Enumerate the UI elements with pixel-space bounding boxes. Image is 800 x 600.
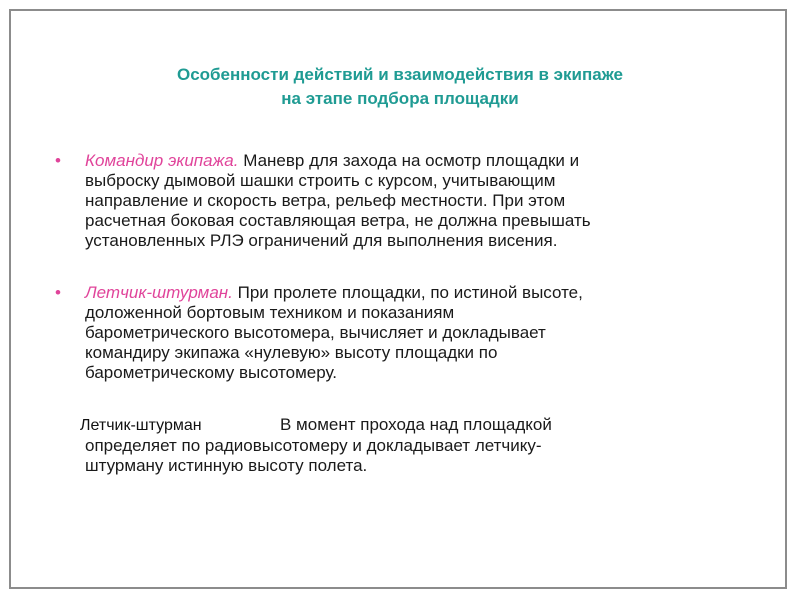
paragraph-role-label: Летчик-штурман [80, 417, 202, 434]
paragraph-text: определяет по радиовысотомеру и докладывает летчику- [85, 436, 542, 455]
paragraph-text: В момент прохода над площадкой [280, 415, 552, 434]
bullet-marker: • [55, 151, 61, 170]
bullet-text: При пролете площадки, по истиной высоте, [232, 283, 583, 302]
bullet-text: выброску дымовой шашки строить с курсом, учитывающим [85, 171, 556, 190]
slide-title-line-1: Особенности действий и взаимодействия в экипаже [176, 65, 624, 84]
paragraph-line [80, 415, 755, 436]
bullet-line [85, 151, 755, 171]
slide-title [0, 63, 800, 111]
bullet-text: командиру экипажа «нулевую» высоту площадки по [85, 343, 498, 362]
bullet-text: расчетная боковая составляющая ветра, не должна превышать [85, 211, 591, 230]
bullet-text: Маневр для захода на осмотр площадки и [238, 151, 580, 170]
role-label-navigator: Летчик-штурман. [85, 283, 233, 302]
bullet-line [85, 283, 755, 303]
bullet-commander [55, 151, 755, 251]
role-label-commander: Командир экипажа. [85, 151, 239, 170]
bullet-text: доложенной бортовым техником и показаниям [85, 303, 455, 322]
bullet-navigator [55, 283, 755, 383]
bullet-text: направление и скорость ветра, рельеф местности. При этом [85, 191, 566, 210]
bullet-marker: • [55, 283, 61, 302]
slide-title-line-2: на этапе подбора площадки [281, 89, 519, 108]
paragraph-text: штурману истинную высоту полета. [85, 456, 368, 475]
paragraph-navigator [80, 415, 755, 476]
bullet-text: барометрического высотомера, вычисляет и докладывает [85, 323, 546, 342]
bullet-text: барометрическому высотомеру. [85, 363, 338, 382]
bullet-text: установленных РЛЭ ограничений для выполнения висения. [85, 231, 558, 250]
